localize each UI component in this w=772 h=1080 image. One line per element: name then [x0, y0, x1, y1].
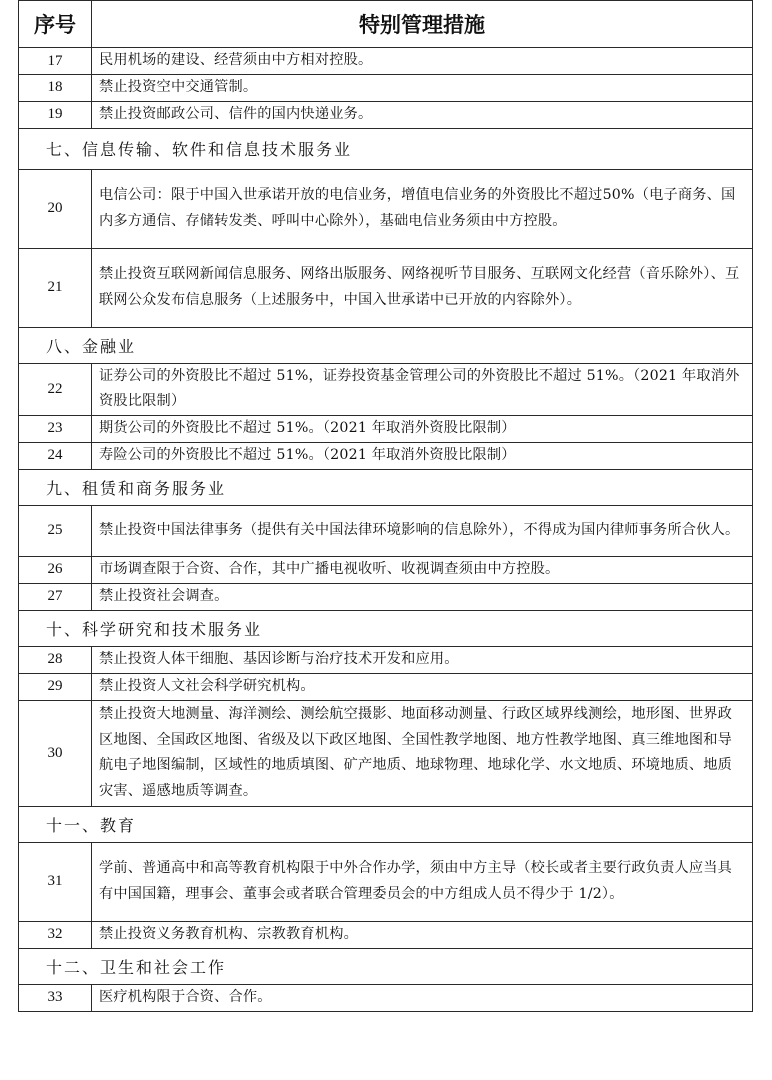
- row-number: 23: [19, 415, 92, 442]
- table-header-row: [19, 1, 753, 48]
- special-measures-table: [18, 0, 753, 1012]
- section-row: [19, 128, 753, 169]
- section-row: [19, 610, 753, 646]
- section-heading: 七、信息传输、软件和信息技术服务业: [19, 128, 753, 169]
- row-number: 28: [19, 646, 92, 673]
- table-row: [19, 984, 753, 1011]
- row-number: 33: [19, 984, 92, 1011]
- row-measure: 禁止投资人体干细胞、基因诊断与治疗技术开发和应用。: [92, 646, 753, 673]
- table-row: [19, 248, 753, 327]
- row-number: 24: [19, 442, 92, 469]
- header-serial-number: 序号: [19, 1, 92, 48]
- header-special-measures: 特别管理措施: [92, 1, 753, 48]
- row-measure: 禁止投资社会调查。: [92, 583, 753, 610]
- table-row: [19, 673, 753, 700]
- table-row: [19, 101, 753, 128]
- row-number: 21: [19, 248, 92, 327]
- row-number: 31: [19, 842, 92, 921]
- row-measure: 寿险公司的外资股比不超过 51%。（2021 年取消外资股比限制）: [92, 442, 753, 469]
- row-measure: 医疗机构限于合资、合作。: [92, 984, 753, 1011]
- table-row: [19, 842, 753, 921]
- section-row: [19, 806, 753, 842]
- row-number: 29: [19, 673, 92, 700]
- row-measure: 禁止投资互联网新闻信息服务、网络出版服务、网络视听节目服务、互联网文化经营（音乐除外）、互联网公众发布信息服务（上述服务中，中国入世承诺中已开放的内容除外）。: [92, 248, 753, 327]
- section-heading: 十二、卫生和社会工作: [19, 948, 753, 984]
- row-measure: 市场调查限于合资、合作，其中广播电视收听、收视调查须由中方控股。: [92, 556, 753, 583]
- row-number: 18: [19, 75, 92, 102]
- table-row: [19, 556, 753, 583]
- row-measure: 证券公司的外资股比不超过 51%，证券投资基金管理公司的外资股比不超过 51%。（2021 年取消外资股比限制）: [92, 363, 753, 415]
- table-row: [19, 700, 753, 806]
- section-row: [19, 948, 753, 984]
- table-row: [19, 921, 753, 948]
- row-measure: 禁止投资大地测量、海洋测绘、测绘航空摄影、地面移动测量、行政区域界线测绘，地形图、世界政区地图、全国政区地图、省级及以下政区地图、全国性教学地图、地方性教学地图、真三维地图和导航电子地图编制，区域性的地质填图、矿产地质、地球物理、地球化学、水文地质、环境地质、地质灾害、遥感地质等调查。: [92, 700, 753, 806]
- row-number: 20: [19, 169, 92, 248]
- table-row: [19, 415, 753, 442]
- table-row: [19, 75, 753, 102]
- section-heading: 十一、教育: [19, 806, 753, 842]
- row-number: 22: [19, 363, 92, 415]
- row-measure: 禁止投资人文社会科学研究机构。: [92, 673, 753, 700]
- table-row: [19, 442, 753, 469]
- table-row: [19, 583, 753, 610]
- row-number: 27: [19, 583, 92, 610]
- table-row: [19, 363, 753, 415]
- section-row: [19, 327, 753, 363]
- row-measure: 禁止投资义务教育机构、宗教教育机构。: [92, 921, 753, 948]
- section-row: [19, 469, 753, 505]
- row-number: 25: [19, 505, 92, 556]
- row-measure: 禁止投资中国法律事务（提供有关中国法律环境影响的信息除外），不得成为国内律师事务所合伙人。: [92, 505, 753, 556]
- row-number: 19: [19, 101, 92, 128]
- row-measure: 期货公司的外资股比不超过 51%。（2021 年取消外资股比限制）: [92, 415, 753, 442]
- row-number: 26: [19, 556, 92, 583]
- section-heading: 十、科学研究和技术服务业: [19, 610, 753, 646]
- row-number: 30: [19, 700, 92, 806]
- table-row: [19, 48, 753, 75]
- row-measure: 电信公司：限于中国入世承诺开放的电信业务，增值电信业务的外资股比不超过50%（电子商务、国内多方通信、存储转发类、呼叫中心除外），基础电信业务须由中方控股。: [92, 169, 753, 248]
- row-number: 17: [19, 48, 92, 75]
- row-measure: 学前、普通高中和高等教育机构限于中外合作办学，须由中方主导（校长或者主要行政负责人应当具有中国国籍，理事会、董事会或者联合管理委员会的中方组成人员不得少于 1/2）。: [92, 842, 753, 921]
- table-row: [19, 505, 753, 556]
- table-row: [19, 169, 753, 248]
- row-number: 32: [19, 921, 92, 948]
- row-measure: 禁止投资空中交通管制。: [92, 75, 753, 102]
- section-heading: 八、金融业: [19, 327, 753, 363]
- row-measure: 禁止投资邮政公司、信件的国内快递业务。: [92, 101, 753, 128]
- row-measure: 民用机场的建设、经营须由中方相对控股。: [92, 48, 753, 75]
- table-row: [19, 646, 753, 673]
- section-heading: 九、租赁和商务服务业: [19, 469, 753, 505]
- measures-document: [18, 0, 752, 1012]
